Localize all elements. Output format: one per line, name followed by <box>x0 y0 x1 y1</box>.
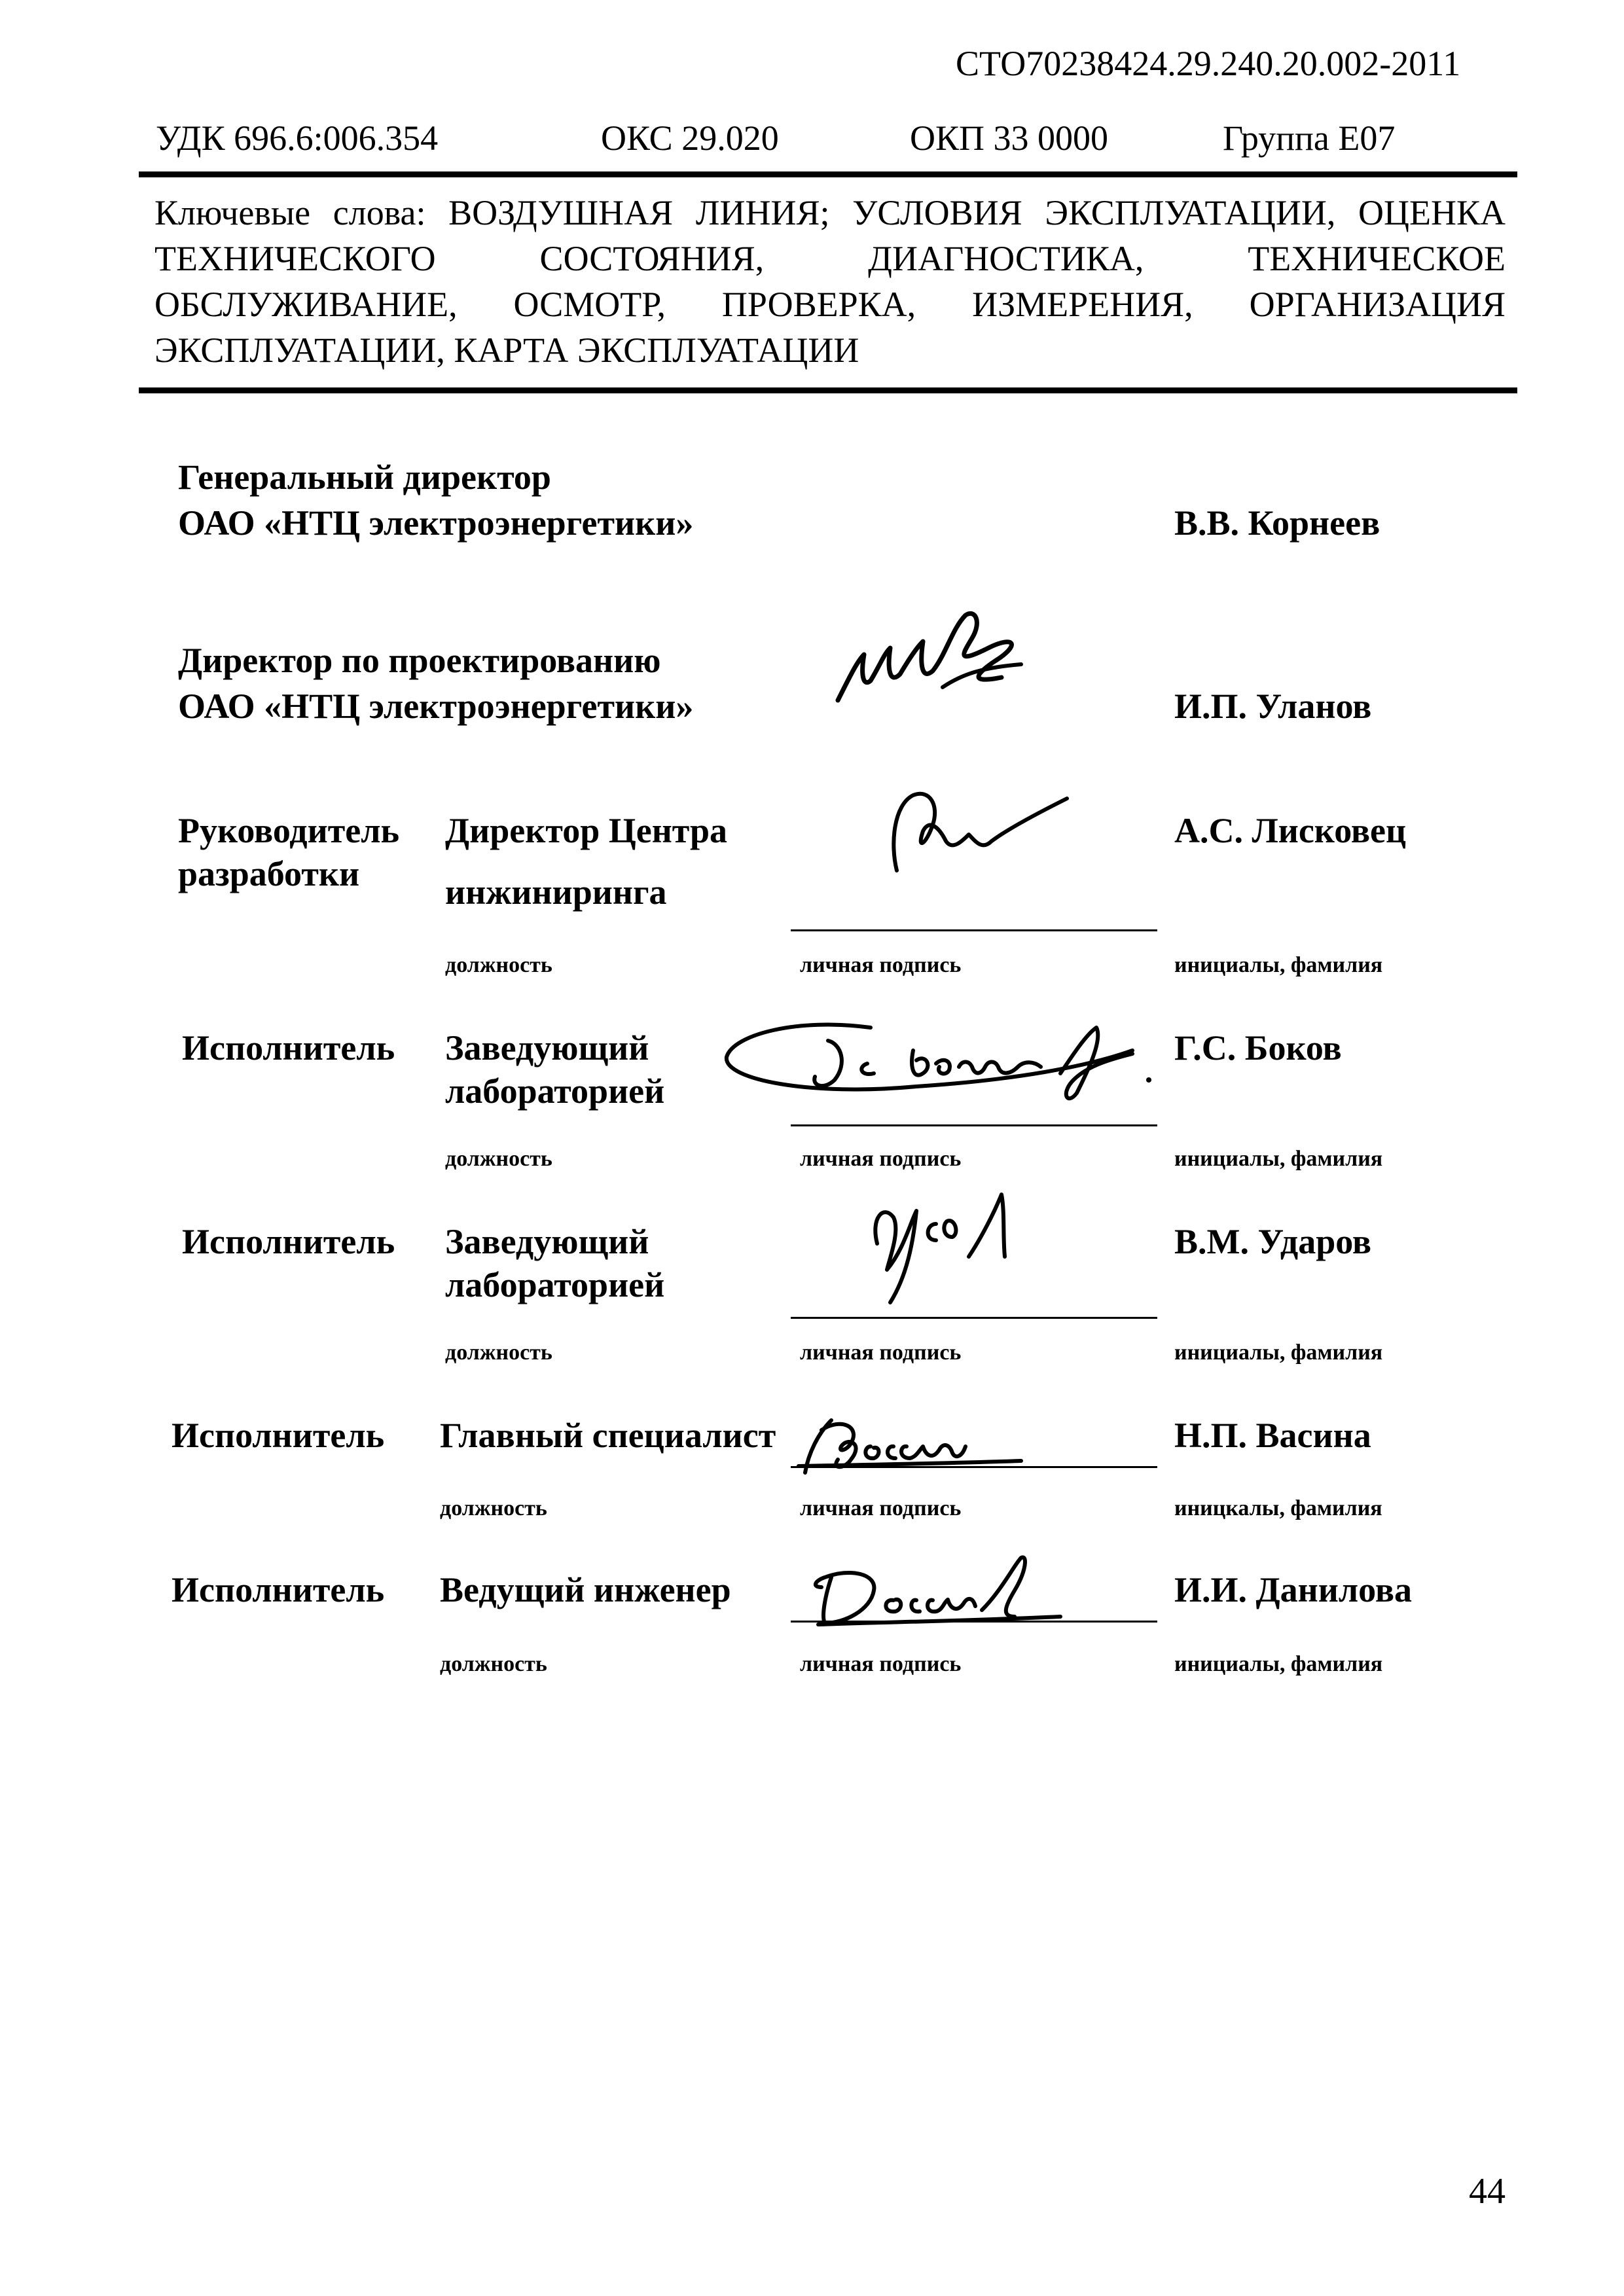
dev-3-name: В.М. Ударов <box>1174 1222 1372 1261</box>
udk-code: УДК 696.6:006.354 <box>156 118 439 158</box>
signature-ulanov <box>825 602 1047 720</box>
dev-4-role: Исполнитель <box>171 1416 385 1455</box>
dev-1-role-line1: Руководитель <box>178 811 400 850</box>
page-number: 44 <box>1469 2171 1506 2212</box>
dev-5-caption-position: должность <box>440 1652 547 1676</box>
dev-3-caption-name: инициалы, фамилия <box>1174 1340 1383 1365</box>
dev-1-position-line2: инжиниринга <box>445 872 667 912</box>
approval-1-name: В.В. Корнеев <box>1174 503 1380 543</box>
dev-4-caption-signature: личная подпись <box>800 1496 962 1520</box>
approval-2-title-line2: ОАО «НТЦ электроэнергетики» <box>178 687 694 726</box>
dev-1-caption-signature: личная подпись <box>800 953 962 977</box>
dev-5-position: Ведущий инженер <box>440 1570 731 1609</box>
dev-4-caption-name: иницкалы, фамилия <box>1174 1496 1382 1520</box>
dev-1-role-line2: разработки <box>178 854 360 893</box>
header-rule-bottom <box>139 387 1517 393</box>
approval-1-title-line1: Генеральный директор <box>178 457 551 497</box>
dev-2-signature-line <box>791 1124 1157 1126</box>
dev-5-caption-name: инициалы, фамилия <box>1174 1652 1383 1676</box>
signature-bokov <box>720 1014 1165 1113</box>
dev-3-position-line1: Заведующий <box>445 1222 649 1261</box>
dev-5-signature-line <box>791 1621 1157 1623</box>
dev-3-signature-line <box>791 1317 1157 1319</box>
okp-code: ОКП 33 0000 <box>910 118 1109 158</box>
dev-1-signature-line <box>791 929 1157 931</box>
dev-2-position-line2: лабораторией <box>445 1071 665 1111</box>
approval-2-name: И.П. Уланов <box>1174 687 1372 726</box>
dev-3-position-line2: лабораторией <box>445 1265 665 1304</box>
group-code: Группа Е07 <box>1223 118 1396 158</box>
dev-1-caption-position: должность <box>445 953 552 977</box>
dev-3-caption-signature: личная подпись <box>800 1340 962 1365</box>
dev-2-role: Исполнитель <box>182 1028 395 1067</box>
dev-2-caption-name: инициалы, фамилия <box>1174 1147 1383 1171</box>
dev-5-role: Исполнитель <box>171 1570 385 1609</box>
dev-1-caption-name: инициалы, фамилия <box>1174 953 1383 977</box>
dev-4-name: Н.П. Васина <box>1174 1416 1371 1455</box>
dev-2-position-line1: Заведующий <box>445 1028 649 1067</box>
oks-code: ОКС 29.020 <box>601 118 779 158</box>
dev-1-position-line1: Директор Центра <box>445 811 728 850</box>
dev-5-caption-signature: личная подпись <box>800 1652 962 1676</box>
dev-4-caption-position: должность <box>440 1496 547 1520</box>
dev-3-caption-position: должность <box>445 1340 552 1365</box>
dev-4-signature-line <box>791 1466 1157 1468</box>
signature-danilova <box>805 1551 1067 1636</box>
dev-1-name: А.С. Лисковец <box>1174 811 1407 850</box>
dev-5-name: И.И. Данилова <box>1174 1570 1412 1609</box>
standard-code: СТО70238424.29.240.20.002-2011 <box>956 44 1461 83</box>
dev-4-position: Главный специалист <box>440 1416 776 1455</box>
approval-2-title-line1: Директор по проектированию <box>178 641 661 680</box>
dev-2-caption-position: должность <box>445 1147 552 1171</box>
dev-2-name: Г.С. Боков <box>1174 1028 1342 1067</box>
signature-udarov <box>864 1185 1034 1309</box>
dev-3-role: Исполнитель <box>182 1222 395 1261</box>
dev-2-caption-signature: личная подпись <box>800 1147 962 1171</box>
signature-vasina <box>792 1407 1028 1479</box>
signature-liskovets <box>877 779 1087 890</box>
approval-1-title-line2: ОАО «НТЦ электроэнергетики» <box>178 503 694 543</box>
keywords-paragraph: Ключевые слова: ВОЗДУШНАЯ ЛИНИЯ; УСЛОВИЯ ЭКСПЛУАТАЦИИ, ОЦЕНКА ТЕХНИЧЕСКОГО СОСТОЯНИЯ, ДИАГНОСТИКА, ТЕХНИЧЕСКОЕ ОБСЛУЖИВАНИЕ, ОСМОТР, ПРОВЕРКА, ИЗМЕРЕНИЯ, ОРГАНИЗАЦИЯ ЭКСПЛУАТАЦИИ, КАРТА ЭКСПЛУАТАЦИИ <box>154 193 1506 370</box>
header-rule-top <box>139 171 1517 177</box>
